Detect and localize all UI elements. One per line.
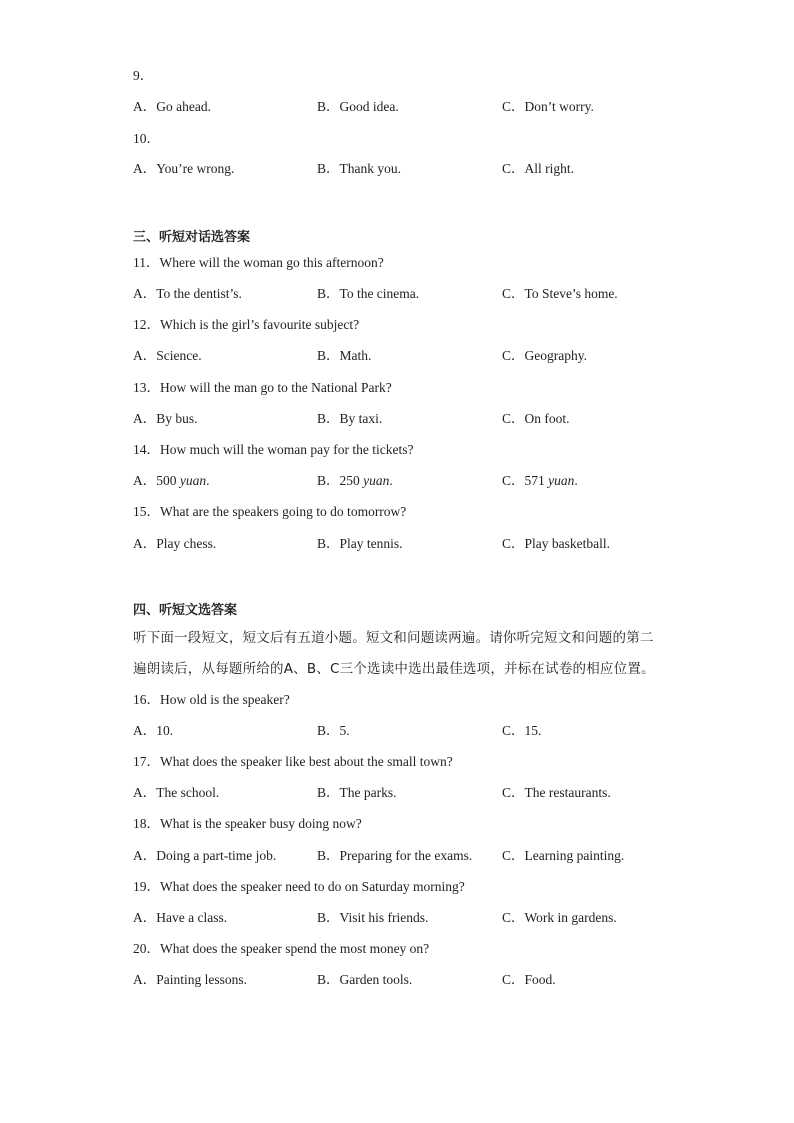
- q16-option-b: [317, 722, 350, 740]
- q12-option-c: [502, 347, 587, 365]
- question-text: Where will the woman go this afternoon?: [159, 255, 384, 270]
- option-label: B．: [317, 910, 340, 925]
- question-number: 19．: [133, 879, 160, 894]
- question-number: 16．: [133, 692, 160, 707]
- question-19-stem: [133, 878, 465, 896]
- option-text: 500 yuan.: [156, 473, 210, 488]
- option-text: To the dentist’s.: [156, 286, 242, 301]
- question-number: 12．: [133, 317, 160, 332]
- option-text: Play tennis.: [339, 536, 403, 551]
- question-number: 18．: [133, 816, 160, 831]
- option-label: A．: [133, 848, 157, 863]
- question-15-stem: [133, 503, 406, 521]
- question-text: What does the speaker like best about the small town?: [160, 754, 453, 769]
- q15-option-c: [502, 535, 610, 553]
- question-number: 14．: [133, 442, 160, 457]
- option-text: Have a class.: [156, 910, 228, 925]
- question-text: What are the speakers going to do tomorrow?: [160, 504, 407, 519]
- question-12-stem: [133, 316, 359, 334]
- section-4-instructions-line-2: 遍朗读后，从每题所给的A、B、C三个选读中选出最佳选项，并标在试卷的相应位置。: [133, 661, 655, 677]
- option-label: B．: [317, 411, 340, 426]
- q19-option-b: [317, 909, 428, 927]
- option-label: C．: [502, 286, 525, 301]
- option-label: B．: [317, 99, 340, 114]
- option-label: C．: [502, 536, 525, 551]
- q14-option-b: [317, 472, 393, 490]
- q13-option-b: [317, 410, 382, 428]
- q14-option-c: [502, 472, 578, 490]
- option-label: A．: [133, 723, 157, 738]
- q9-option-a: [133, 98, 211, 116]
- q11-option-c: [502, 285, 618, 303]
- section-4-instructions-line-1: 听下面一段短文，短文后有五道小题。短文和问题读两遍。请你听完短文和问题的第二: [133, 630, 654, 646]
- question-9-number: 9．: [133, 68, 154, 83]
- question-text: How old is the speaker?: [160, 692, 290, 707]
- question-10-number: 10．: [133, 131, 160, 146]
- option-text: Preparing for the exams.: [339, 848, 473, 863]
- option-label: A．: [133, 473, 157, 488]
- option-label: A．: [133, 910, 157, 925]
- q13-option-c: [502, 410, 570, 428]
- question-14-stem: [133, 441, 413, 459]
- option-label: C．: [502, 411, 525, 426]
- question-16-stem: [133, 691, 290, 709]
- q17-option-b: [317, 784, 397, 802]
- q10-option-a: [133, 160, 234, 178]
- q16-option-c: [502, 722, 541, 740]
- option-label: C．: [502, 910, 525, 925]
- question-20-stem: [133, 940, 429, 958]
- option-text: Learning painting.: [524, 848, 625, 863]
- option-label: C．: [502, 723, 525, 738]
- option-text: 15.: [524, 723, 542, 738]
- option-label: B．: [317, 348, 340, 363]
- question-17-stem: [133, 753, 453, 771]
- option-label: C．: [502, 161, 525, 176]
- option-text: 571 yuan.: [524, 473, 578, 488]
- option-label: B．: [317, 536, 340, 551]
- option-text: You’re wrong.: [156, 161, 235, 176]
- question-number: 20．: [133, 941, 160, 956]
- question-text: How will the man go to the National Park?: [160, 380, 392, 395]
- question-number: 11．: [133, 255, 160, 270]
- q10-option-b: [317, 160, 401, 178]
- question-text: How much will the woman pay for the tickets?: [160, 442, 414, 457]
- option-text: Math.: [339, 348, 372, 363]
- q11-option-a: [133, 285, 242, 303]
- option-text: Garden tools.: [339, 972, 413, 987]
- q9-option-c: [502, 98, 594, 116]
- option-label: C．: [502, 99, 525, 114]
- section-4-heading: 四、听短文选答案: [133, 603, 238, 618]
- option-text: Doing a part-time job.: [156, 848, 277, 863]
- option-label: A．: [133, 785, 157, 800]
- question-number: 15．: [133, 504, 160, 519]
- question-number: 13．: [133, 380, 160, 395]
- option-text: Good idea.: [339, 99, 399, 114]
- q11-option-b: [317, 285, 419, 303]
- option-text: Science.: [156, 348, 202, 363]
- option-text: Thank you.: [339, 161, 402, 176]
- option-text: The restaurants.: [524, 785, 611, 800]
- question-text: What does the speaker spend the most money on?: [160, 941, 430, 956]
- q20-option-c: [502, 971, 556, 989]
- q19-option-c: [502, 909, 617, 927]
- option-label: B．: [317, 161, 340, 176]
- option-text: 10.: [156, 723, 174, 738]
- option-label: A．: [133, 99, 157, 114]
- option-text: Play basketball.: [524, 536, 610, 551]
- q18-option-a: [133, 847, 276, 865]
- option-label: B．: [317, 785, 340, 800]
- option-label: C．: [502, 972, 525, 987]
- option-label: A．: [133, 348, 157, 363]
- option-text: The parks.: [339, 785, 397, 800]
- q20-option-b: [317, 971, 412, 989]
- option-label: C．: [502, 785, 525, 800]
- option-label: B．: [317, 723, 340, 738]
- option-text: Painting lessons.: [156, 972, 248, 987]
- option-text: By bus.: [156, 411, 198, 426]
- option-label: B．: [317, 286, 340, 301]
- option-label: B．: [317, 972, 340, 987]
- q12-option-a: [133, 347, 202, 365]
- option-label: A．: [133, 411, 157, 426]
- option-label: A．: [133, 286, 157, 301]
- option-text: Work in gardens.: [524, 910, 617, 925]
- option-text: On foot.: [524, 411, 570, 426]
- option-label: C．: [502, 473, 525, 488]
- option-label: C．: [502, 348, 525, 363]
- option-text: To the cinema.: [339, 286, 420, 301]
- option-label: C．: [502, 848, 525, 863]
- question-text: What does the speaker need to do on Saturday morning?: [160, 879, 465, 894]
- question-text: What is the speaker busy doing now?: [160, 816, 362, 831]
- section-3-heading: 三、听短对话选答案: [133, 230, 251, 245]
- option-text: Visit his friends.: [339, 910, 429, 925]
- option-text: Play chess.: [156, 536, 217, 551]
- q12-option-b: [317, 347, 371, 365]
- option-text: 250 yuan.: [339, 473, 393, 488]
- option-label: A．: [133, 536, 157, 551]
- option-label: B．: [317, 848, 340, 863]
- option-label: A．: [133, 972, 157, 987]
- q9-option-b: [317, 98, 399, 116]
- q18-option-c: [502, 847, 624, 865]
- question-13-stem: [133, 379, 392, 397]
- option-text: By taxi.: [339, 411, 383, 426]
- q15-option-b: [317, 535, 403, 553]
- option-text: 5.: [339, 723, 350, 738]
- option-text: All right.: [524, 161, 575, 176]
- option-label: B．: [317, 473, 340, 488]
- q19-option-a: [133, 909, 227, 927]
- q15-option-a: [133, 535, 216, 553]
- question-18-stem: [133, 815, 362, 833]
- option-text: Go ahead.: [156, 99, 211, 114]
- q20-option-a: [133, 971, 247, 989]
- option-text: Don’t worry.: [524, 99, 594, 114]
- q17-option-c: [502, 784, 611, 802]
- q16-option-a: [133, 722, 173, 740]
- q18-option-b: [317, 847, 472, 865]
- option-text: Food.: [524, 972, 556, 987]
- question-11-stem: [133, 254, 384, 272]
- option-label: A．: [133, 161, 157, 176]
- question-text: Which is the girl’s favourite subject?: [160, 317, 360, 332]
- option-text: The school.: [156, 785, 220, 800]
- option-text: Geography.: [524, 348, 587, 363]
- q10-option-c: [502, 160, 574, 178]
- q17-option-a: [133, 784, 219, 802]
- q14-option-a: [133, 472, 210, 490]
- option-text: To Steve’s home.: [524, 286, 618, 301]
- question-number: 17．: [133, 754, 160, 769]
- q13-option-a: [133, 410, 198, 428]
